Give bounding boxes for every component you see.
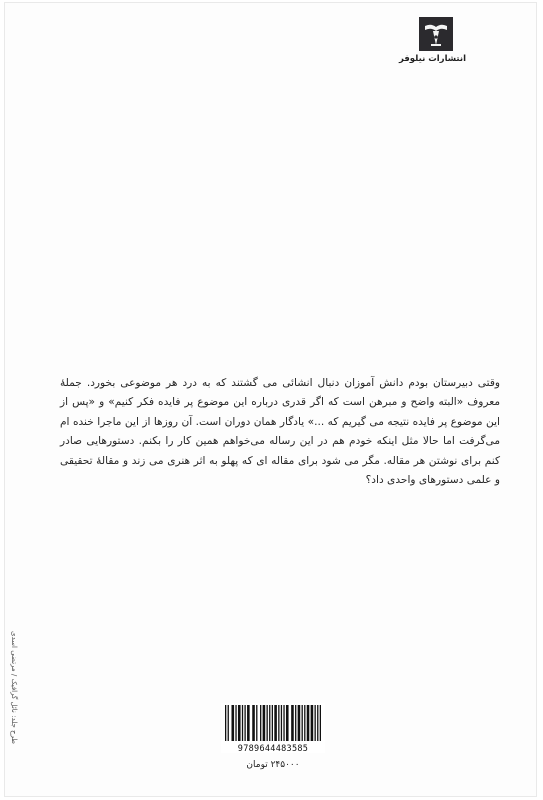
barcode-bars: [223, 705, 323, 743]
publisher-name: انتشارات نیلوفر: [398, 54, 466, 64]
isbn-barcode: [221, 703, 325, 753]
isbn-number: 9789644483585: [237, 744, 309, 754]
cover-design-credit-text: طرح جلد: نائل گرافیک / مرتضی اسدی: [10, 631, 18, 744]
publisher-logo-block: [398, 17, 466, 64]
back-cover-blurb: وقتی دبیرستان بودم دانش آموزان دنبال انشائی می گشتند که به درد هر موضوعی بخورد. جملهٔ معروف «البته واضح و مبرهن است که اگر قدری درباره این موضوع پر فایده فکر کنیم» و «پس از این موضوع پر فایده نتیجه می گیریم که ...» یادگار همان دوران است. آن روزها از این ماجرا خنده ام می‌گرفت اما حالا مثل اینکه خودم هم در این رساله می‌خواهم همین کار را بکنم. دستورهایی صادر کنم برای نوشتن هر مقاله. مگر می شود برای مقاله ای که پهلو به اثر هنری می زند و مقالهٔ تحقیقی و علمی دستورهای واحدی داد؟: [60, 376, 500, 487]
pen-nib-logo-icon: [419, 17, 453, 51]
book-back-cover: [4, 2, 537, 797]
cover-design-credit: [7, 631, 21, 791]
price-label: ۲۴۵۰۰۰ تومان: [246, 760, 300, 770]
